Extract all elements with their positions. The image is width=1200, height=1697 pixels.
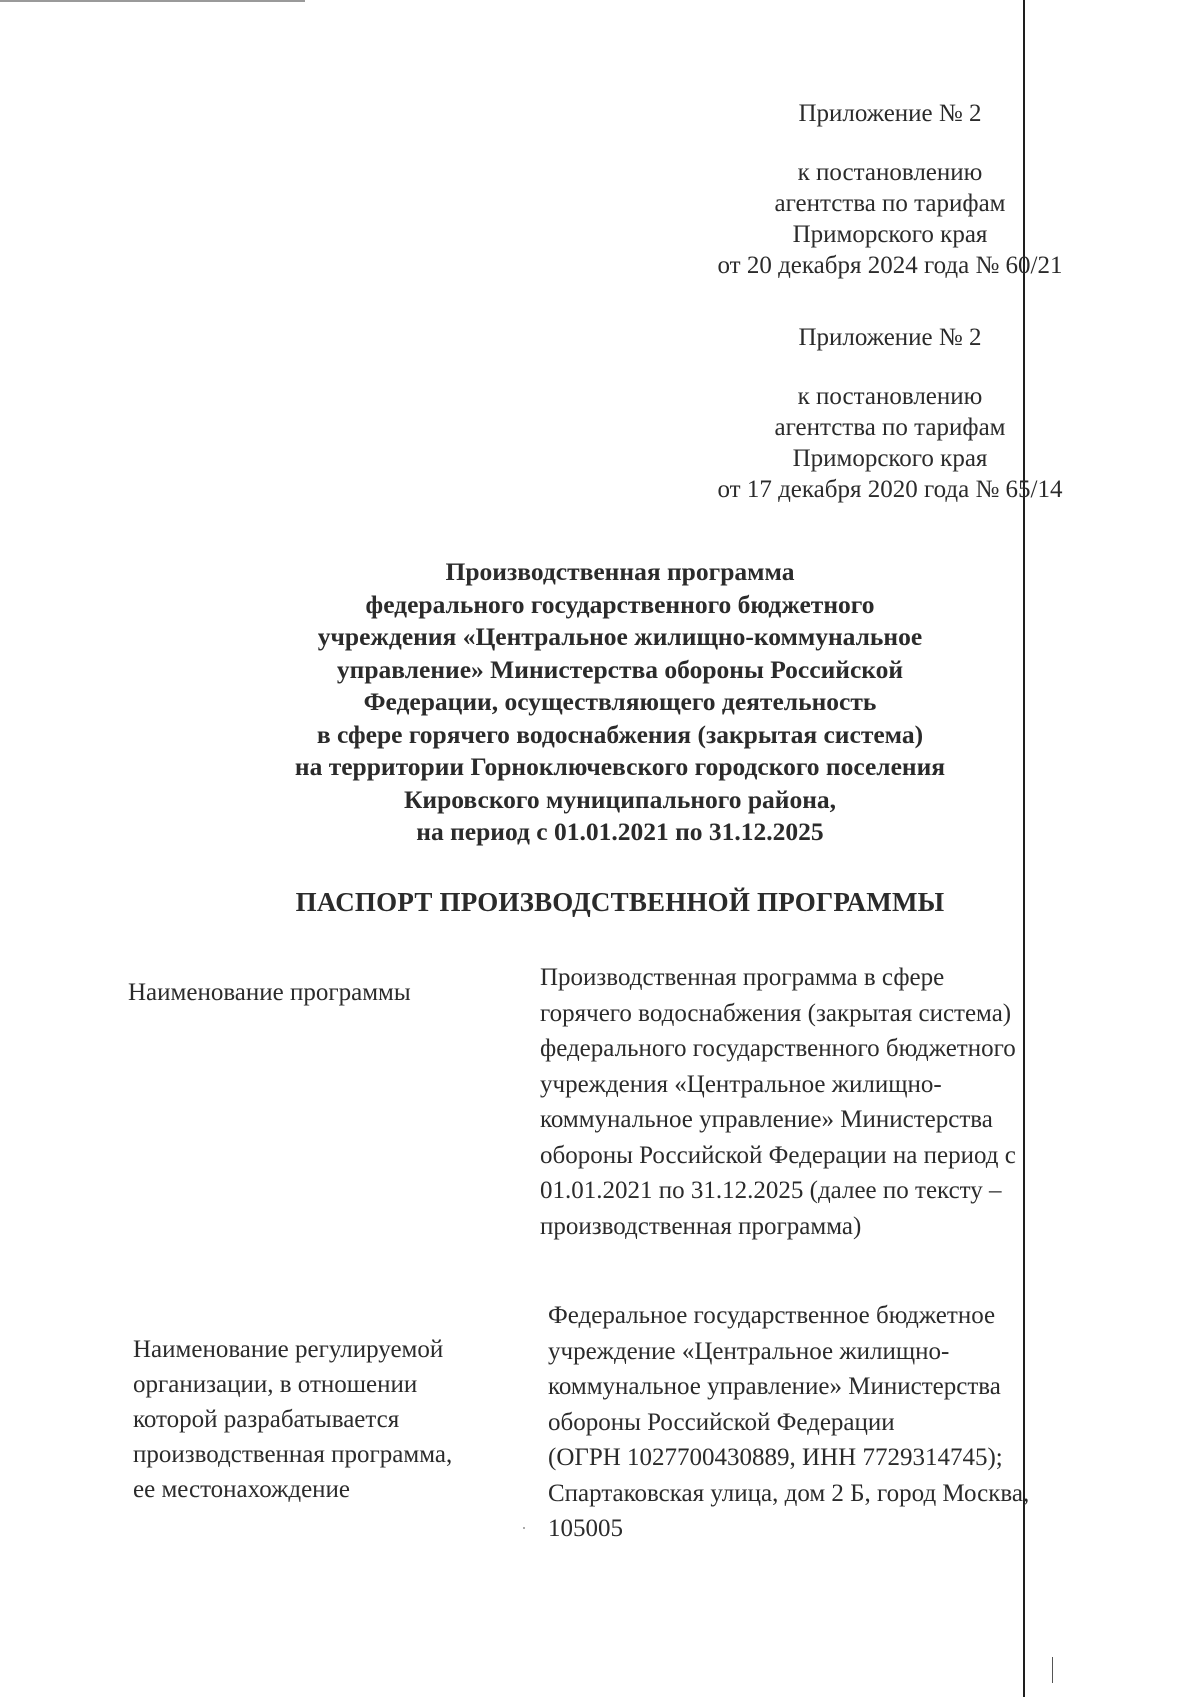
value-line: Федеральное государственное бюджетное bbox=[548, 1302, 996, 1329]
value-line: коммунальное управление» Министерства bbox=[540, 1106, 993, 1133]
passport-row-label-organization bbox=[133, 1332, 513, 1507]
passport-heading: ПАСПОРТ ПРОИЗВОДСТВЕННОЙ ПРОГРАММЫ bbox=[295, 887, 945, 917]
label-line: организации, в отношении bbox=[133, 1371, 418, 1398]
label-line: производственная программа, bbox=[133, 1441, 453, 1468]
title-line: на период с 01.01.2021 по 31.12.2025 bbox=[416, 817, 824, 846]
appendix-line: агентства по тарифам bbox=[774, 414, 1006, 441]
value-line: горячего водоснабжения (закрытая система) bbox=[540, 999, 1012, 1027]
appendix-line: Приморского края bbox=[792, 221, 988, 248]
value-line: федерального государственного бюджетного bbox=[540, 1035, 1016, 1062]
title-line: в сфере горячего водоснабжения (закрытая система) bbox=[316, 719, 924, 749]
value-line: учреждение «Центральное жилищно- bbox=[548, 1337, 950, 1365]
passport-row-value-program-name bbox=[540, 960, 1110, 1244]
value-line: обороны Российской Федерации на период с bbox=[540, 1141, 1016, 1169]
value-line: 01.01.2021 по 31.12.2025 (далее по тексту – bbox=[540, 1177, 1002, 1204]
title-line: на территории Горноключевского городского поселения bbox=[294, 752, 946, 781]
value-line: Производственная программа в сфере bbox=[540, 964, 945, 991]
label-line: Наименование программы bbox=[128, 979, 411, 1006]
appendix-line: от 20 декабря 2024 года № 60/21 bbox=[717, 252, 1063, 279]
value-line: (ОГРН 1027700430889, ИНН 7729314745); bbox=[548, 1444, 1003, 1471]
scan-edge-line bbox=[0, 0, 305, 2]
label-line: ее местонахождение bbox=[133, 1476, 351, 1503]
value-line: коммунальное управление» Министерства bbox=[548, 1373, 1001, 1400]
document-title bbox=[170, 556, 1070, 849]
value-line: 105005 bbox=[548, 1515, 623, 1542]
scan-mark bbox=[1052, 1657, 1053, 1683]
label-line: Наименование регулируемой bbox=[133, 1336, 444, 1363]
passport-row-value-organization bbox=[548, 1298, 1118, 1547]
passport-row-label-program-name bbox=[128, 975, 508, 1010]
title-line: учреждения «Центральное жилищно-коммунальное bbox=[317, 622, 923, 651]
appendix-number: Приложение № 2 bbox=[798, 324, 982, 351]
appendix-line: агентства по тарифам bbox=[774, 190, 1006, 217]
title-line: Производственная программа bbox=[445, 557, 795, 586]
title-line: Федерации, осуществляющего деятельность bbox=[363, 687, 877, 716]
appendix-number: Приложение № 2 bbox=[798, 100, 982, 127]
appendix-line: от 17 декабря 2020 года № 65/14 bbox=[717, 476, 1063, 503]
appendix-block-current bbox=[640, 98, 1140, 281]
title-line: управление» Министерства обороны Российской bbox=[336, 654, 904, 684]
appendix-line: к постановлению bbox=[797, 383, 983, 410]
appendix-line: к постановлению bbox=[797, 159, 983, 186]
title-line: Кировского муниципального района, bbox=[403, 784, 837, 814]
appendix-line: Приморского края bbox=[792, 445, 988, 472]
appendix-block-original bbox=[640, 322, 1140, 505]
title-line: федерального государственного бюджетного bbox=[365, 589, 875, 619]
value-line: обороны Российской Федерации bbox=[548, 1408, 895, 1436]
scan-speck bbox=[523, 1527, 525, 1529]
value-line: производственная программа) bbox=[540, 1212, 862, 1240]
value-line: учреждения «Центральное жилищно- bbox=[540, 1070, 942, 1098]
value-line: Спартаковская улица, дом 2 Б, город Москва, bbox=[548, 1479, 1030, 1507]
label-line: которой разрабатывается bbox=[133, 1406, 400, 1433]
